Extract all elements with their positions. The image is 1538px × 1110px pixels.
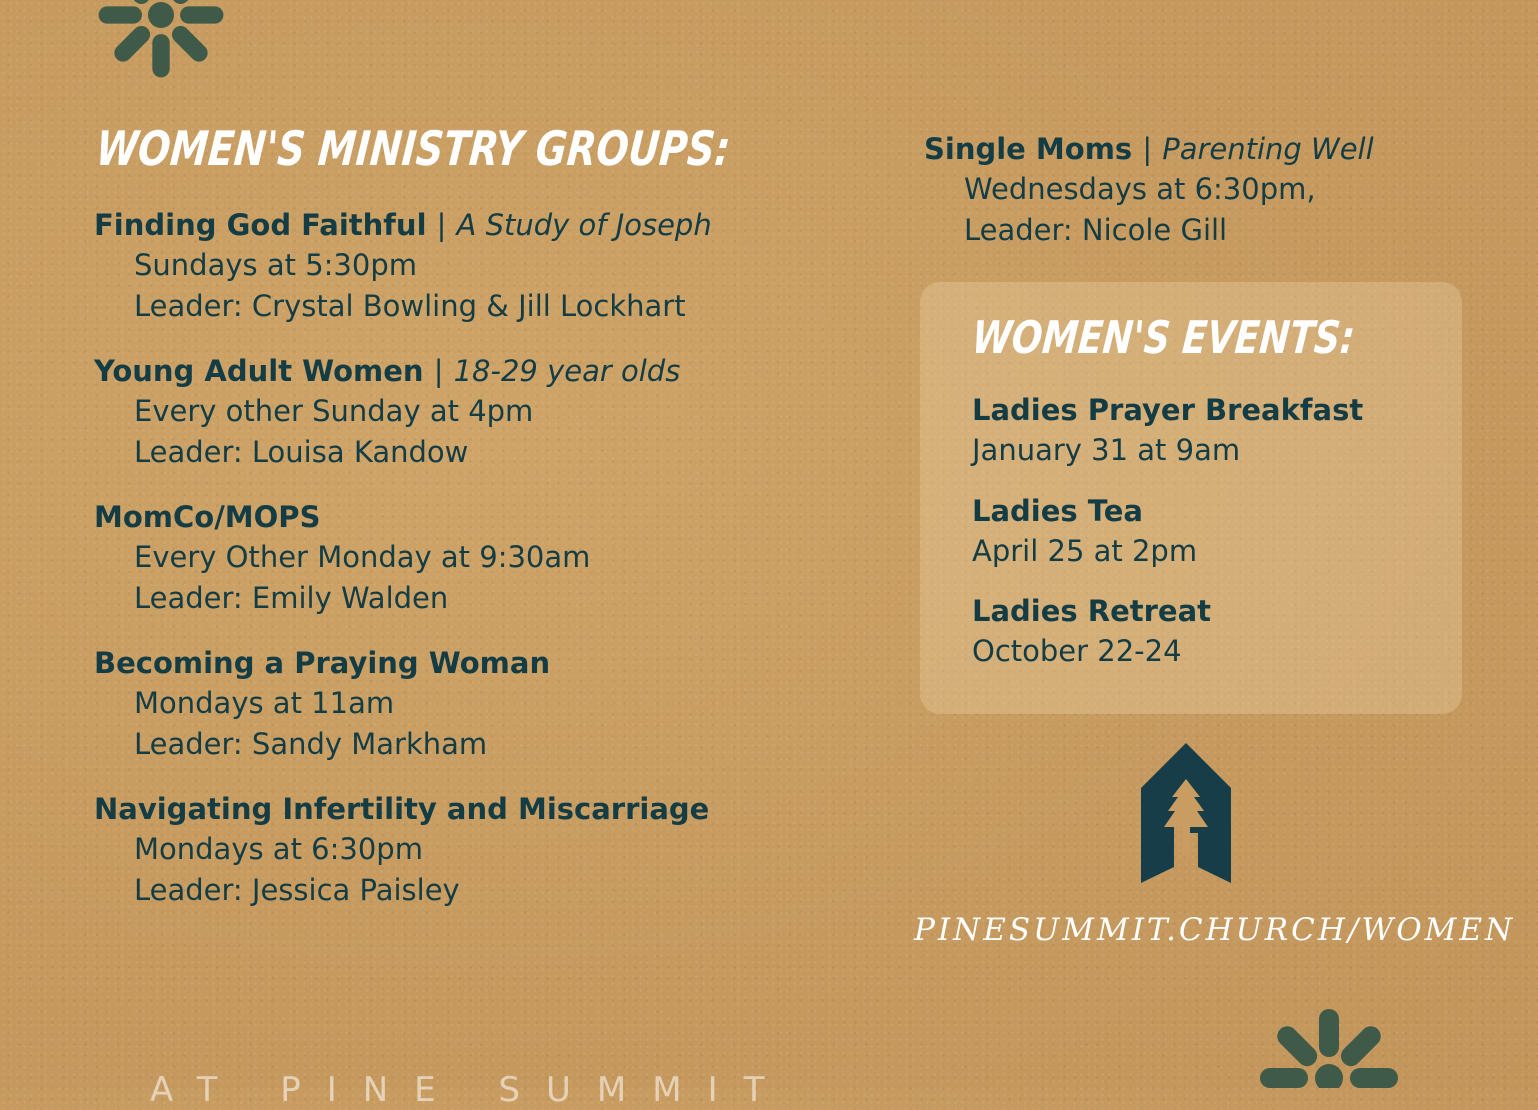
list-item — [972, 491, 1197, 571]
list-item — [972, 591, 1211, 671]
group-leader: Leader: Emily Walden — [134, 581, 449, 615]
group-leader: Leader: Crystal Bowling & Jill Lockhart — [134, 289, 686, 323]
group-title — [924, 129, 1374, 169]
group-schedule: Wednesdays at 6:30pm, — [964, 172, 1316, 206]
list-item — [94, 643, 550, 765]
event-date: April 25 at 2pm — [972, 534, 1198, 568]
group-schedule: Mondays at 6:30pm — [134, 832, 423, 866]
event-name: Ladies Prayer Breakfast — [972, 393, 1364, 427]
flower-icon — [86, 0, 236, 80]
separator: | — [1142, 132, 1153, 166]
list-item — [94, 351, 680, 473]
group-leader: Leader: Jessica Paisley — [134, 873, 460, 907]
group-title — [94, 789, 709, 829]
event-date: October 22-24 — [972, 634, 1182, 668]
partial-footer-text: AT PINE SUMMIT — [150, 1070, 791, 1110]
pine-tree-logo-icon — [1140, 743, 1232, 885]
group-schedule: Every Other Monday at 9:30am — [134, 540, 591, 574]
group-title — [94, 497, 590, 537]
group-subtitle: 18-29 year olds — [453, 354, 681, 388]
group-schedule: Mondays at 11am — [134, 686, 395, 720]
group-subtitle: A Study of Joseph — [456, 208, 712, 242]
group-name: Navigating Infertility and Miscarriage — [94, 792, 710, 826]
group-title — [94, 205, 712, 245]
list-item — [94, 497, 590, 619]
group-schedule: Sundays at 5:30pm — [134, 248, 417, 282]
flower-icon — [1256, 1005, 1402, 1088]
group-leader: Leader: Nicole Gill — [964, 213, 1228, 247]
group-name: Young Adult Women — [94, 354, 424, 388]
group-leader: Leader: Louisa Kandow — [134, 435, 469, 469]
group-name: Finding God Faithful — [94, 208, 427, 242]
group-name: MomCo/MOPS — [94, 500, 321, 534]
group-title — [94, 351, 680, 391]
list-item — [94, 205, 712, 327]
separator: | — [433, 354, 444, 388]
list-item — [924, 129, 1374, 251]
separator: | — [436, 208, 447, 242]
group-name: Single Moms — [924, 132, 1133, 166]
group-name: Becoming a Praying Woman — [94, 646, 551, 680]
event-name: Ladies Retreat — [972, 594, 1212, 628]
events-heading: WOMEN'S EVENTS: — [970, 312, 1357, 364]
website-url: PINESUMMIT.CHURCH/WOMEN — [914, 912, 1516, 948]
event-date: January 31 at 9am — [972, 433, 1241, 467]
group-leader: Leader: Sandy Markham — [134, 727, 488, 761]
group-schedule: Every other Sunday at 4pm — [134, 394, 534, 428]
group-subtitle: Parenting Well — [1162, 132, 1374, 166]
event-name: Ladies Tea — [972, 494, 1143, 528]
group-title — [94, 643, 550, 683]
ministry-heading: WOMEN'S MINISTRY GROUPS: — [94, 121, 733, 176]
list-item — [94, 789, 709, 911]
list-item — [972, 390, 1363, 470]
